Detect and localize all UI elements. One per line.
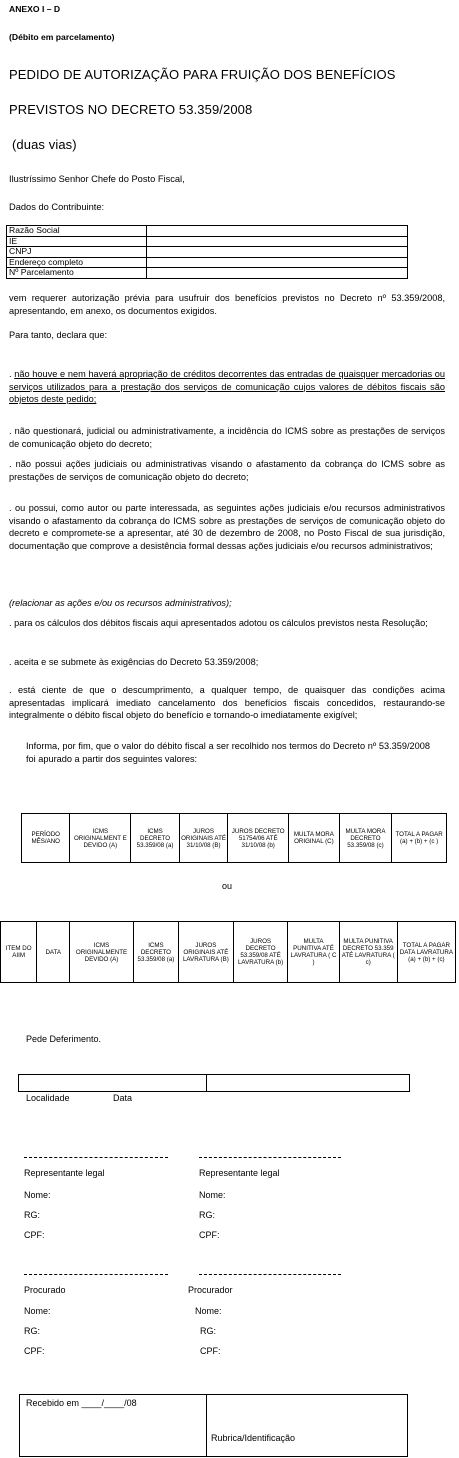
proc-right-title: Procurador xyxy=(188,1285,233,1295)
table2-header-cell: JUROS DECRETO 53.359/08 ATÉ LAVRATURA (b) xyxy=(233,922,288,983)
contributor-field-value[interactable] xyxy=(147,257,408,268)
contributor-table xyxy=(6,225,408,279)
contributor-field-value[interactable] xyxy=(147,247,408,258)
proc-left-name: Nome: xyxy=(24,1306,51,1316)
signature-id-label: Rubrica/Identificação xyxy=(211,1433,296,1443)
contributor-row xyxy=(7,236,408,247)
date-label: Data xyxy=(113,1093,133,1103)
values-table-period xyxy=(21,813,447,863)
place-label: Localidade xyxy=(26,1093,70,1103)
contributor-field-value[interactable] xyxy=(147,236,408,247)
contributor-field-value[interactable] xyxy=(147,226,408,237)
table1-header-cell: ICMS DECRETO 53.359/08 (a) xyxy=(131,814,179,863)
values-table-aiim xyxy=(0,921,456,983)
table2-header-cell: ICMS DECRETO 53.359/08 (a) xyxy=(133,922,178,983)
received-label: Recebido em ____/____/08 xyxy=(26,1398,137,1408)
proc-right-name: Nome: xyxy=(195,1306,222,1316)
table2-header-cell: ICMS ORIGINALMENTE DEVIDO (A) xyxy=(70,922,134,983)
contributor-field-label: Nº Parcelamento xyxy=(7,268,147,279)
contributor-field-label: IE xyxy=(7,236,147,247)
declaration-item-5: . para os cálculos dos débitos fiscais aqui apresentados adotou os cálculos previstos nesta Resolução; xyxy=(9,618,428,628)
receipt-divider xyxy=(206,1394,207,1456)
table1-header-cell: JUROS ORIGINAIS ATÉ 31/10/08 (B) xyxy=(179,814,227,863)
or-label: ou xyxy=(222,881,233,891)
table1-header-cell: MULTA MORA ORIGINAL (C) xyxy=(289,814,340,863)
item1-prefix: . xyxy=(9,369,15,379)
declaration-item-3: . não possui ações judiciais ou administrativas visando o afastamento da cobrança do ICMS sobre as prestações de serviços de comunicação objeto do decreto; xyxy=(9,459,445,482)
rep-left-title: Representante legal xyxy=(24,1168,105,1178)
place-date-divider xyxy=(206,1074,207,1092)
contributor-field-label: CNPJ xyxy=(7,247,147,258)
declaration-item-2: . não questionará, judicial ou administrativamente, a incidência do ICMS sobre as prestações de serviços de comunicação objeto do decreto; xyxy=(9,426,445,449)
declaration-item-4: . ou possui, como autor ou parte interessada, as seguintes ações judiciais e/ou recursos administrativos visando o afastamento da cobrança do ICMS sobre as prestações de serviços de comunicação objeto do decreto e compromete-se a apresentar, até 30 de dezembro de 2008, no Posto Fiscal de sua jurisdição, documentação que comprove a desistência formal dessas ações judiciais e/ou recursos administrativos; xyxy=(9,503,445,551)
table1-header-cell: TOTAL A PAGAR (a) + (b) + (c ) xyxy=(392,814,447,863)
table2-header-cell: DATA xyxy=(37,922,70,983)
inform-paragraph: Informa, por fim, que o valor do débito fiscal a ser recolhido nos termos do Decreto nº 53.359/2008 foi apurado a partir dos seguintes valores: xyxy=(26,741,430,764)
contributor-field-label: Endereço completo xyxy=(7,257,147,268)
contributor-label: Dados do Contribuinte: xyxy=(9,202,105,212)
annex-label: ANEXO I – D xyxy=(9,4,61,14)
request-paragraph: vem requerer autorização prévia para usufruir dos benefícios previstos no Decreto nº 53.359/2008, apresentando, em anexo, os documentos exigidos. xyxy=(9,293,445,316)
contributor-row xyxy=(7,226,408,237)
item1-underlined: não houve e nem haverá apropriação de créditos decorrentes das entradas de quaisquer mercadorias ou serviços utilizados para a prestação dos serviços de comunicação cujos valores de débitos fiscais são objetos deste pedido; xyxy=(9,369,445,404)
copies-note: (duas vias) xyxy=(12,137,77,152)
rep-left-cpf: CPF: xyxy=(24,1230,45,1240)
table2-header-cell: MULTA PUNITIVA DECRETO 53.359 ATÉ LAVRATURA ( c) xyxy=(339,922,397,983)
proc-left-cpf: CPF: xyxy=(24,1346,45,1356)
contributor-field-label: Razão Social xyxy=(7,226,147,237)
proc-right-cpf: CPF: xyxy=(200,1346,221,1356)
declare-paragraph: Para tanto, declara que: xyxy=(9,330,108,340)
rep-left-rg: RG: xyxy=(24,1210,41,1220)
declaration-item-1 xyxy=(9,368,445,406)
document-title-line2: PREVISTOS NO DECRETO 53.359/2008 xyxy=(9,102,253,117)
contributor-row xyxy=(7,268,408,279)
signature-line-rep-right xyxy=(199,1157,341,1158)
annex-subtitle: (Débito em parcelamento) xyxy=(9,32,115,42)
contributor-row xyxy=(7,247,408,258)
signature-line-proc-left xyxy=(24,1274,168,1275)
contributor-row xyxy=(7,257,408,268)
proc-left-title: Procurado xyxy=(24,1285,66,1295)
rep-right-name: Nome: xyxy=(199,1190,226,1200)
proc-right-rg: RG: xyxy=(200,1326,217,1336)
rep-right-title: Representante legal xyxy=(199,1168,280,1178)
declaration-item-4-note: (relacionar as ações e/ou os recursos administrativos); xyxy=(9,598,232,608)
rep-left-name: Nome: xyxy=(24,1190,51,1200)
rep-right-rg: RG: xyxy=(199,1210,216,1220)
table1-header-cell: MULTA MORA DECRETO 53.359/08 (c) xyxy=(339,814,392,863)
declaration-item-7: . está ciente de que o descumprimento, a qualquer tempo, de quaisquer das condições acima apresentadas implicará imediato cancelamento dos benefícios fiscais concedidos, restaurando-se integralmente o débito fiscal objeto do benefício e tornando-o imediatamente exigível; xyxy=(9,685,445,720)
place-date-box xyxy=(18,1074,410,1092)
salutation: Ilustríssimo Senhor Chefe do Posto Fiscal, xyxy=(9,174,185,184)
table1-header-cell: ICMS ORIGINALMENT E DEVIDO (A) xyxy=(70,814,131,863)
document-title-line1: PEDIDO DE AUTORIZAÇÃO PARA FRUIÇÃO DOS BENEFÍCIOS xyxy=(9,67,396,82)
declaration-item-6: . aceita e se submete às exigências do Decreto 53.359/2008; xyxy=(9,657,259,667)
contributor-field-value[interactable] xyxy=(147,268,408,279)
signature-line-proc-right xyxy=(199,1274,341,1275)
table2-header-cell: TOTAL A PAGAR DATA LAVRATURA (a) + (b) + (c) xyxy=(397,922,455,983)
table1-header-cell: JUROS DECRETO 51754/06 ATÉ 31/10/08 (b) xyxy=(228,814,289,863)
table2-header-cell: ITEM DO AIIM xyxy=(1,922,37,983)
closing: Pede Deferimento. xyxy=(26,1034,102,1044)
rep-right-cpf: CPF: xyxy=(199,1230,220,1240)
table1-header-cell: PERÍODO MÊS/ANO xyxy=(22,814,70,863)
signature-line-rep-left xyxy=(24,1157,168,1158)
table2-header-cell: MULTA PUNITIVA ATÉ LAVRATURA ( C ) xyxy=(288,922,339,983)
proc-left-rg: RG: xyxy=(24,1326,41,1336)
table2-header-cell: JUROS ORIGINAIS ATÉ LAVRATURA (B) xyxy=(179,922,234,983)
